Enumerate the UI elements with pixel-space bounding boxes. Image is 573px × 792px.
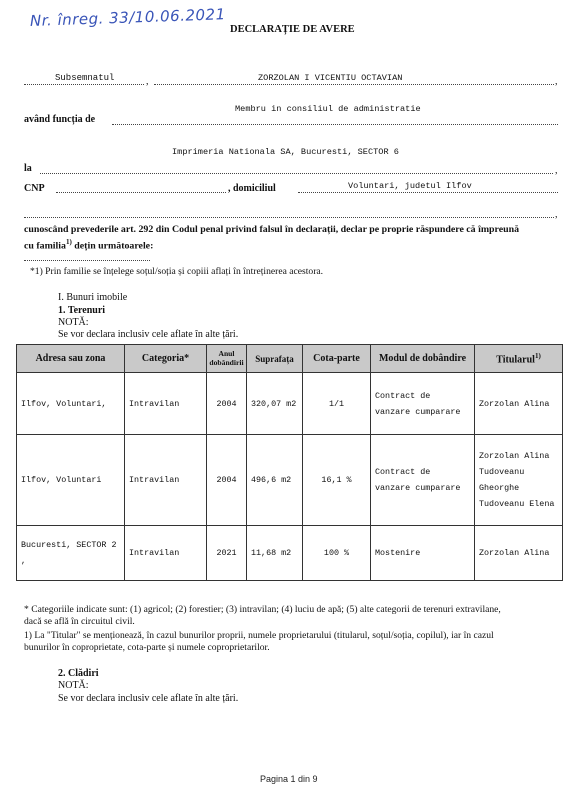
comma: , <box>555 76 558 87</box>
cell-suprafata: 11,68 m2 <box>247 526 303 581</box>
cell-adresa: Ilfov, Voluntari, <box>17 373 125 435</box>
col-header-adresa: Adresa sau zona <box>17 345 125 373</box>
cell-anul: 2004 <box>207 373 247 435</box>
comma: , <box>555 165 558 176</box>
cell-categoria: Intravilan <box>125 435 207 526</box>
cell-anul: 2004 <box>207 435 247 526</box>
statement-line-1: cunoscând prevederile art. 292 din Codul penal privind falsul în declarații, declar pe proprie răspundere că împreună <box>24 224 520 235</box>
nota-text: Se vor declara inclusiv cele aflate în alte țări. <box>58 329 239 340</box>
comma: , <box>555 209 558 220</box>
cell-anul: 2021 <box>207 526 247 581</box>
titular-note-line-2: bunurilor în coproprietate, cota-parte și numele coproprietarilor. <box>24 642 270 653</box>
page-number: Pagina 1 din 9 <box>260 774 318 784</box>
subsemnatul-label: Subsemnatul <box>55 73 115 83</box>
comma: , <box>146 76 149 87</box>
dotted-line <box>24 84 144 85</box>
cell-modul: Contract de vanzare cumparare <box>371 373 475 435</box>
functia-value: Membru in consiliul de administratie <box>235 104 421 114</box>
titularul-label: Titularul <box>496 354 535 366</box>
section-heading: I. Bunuri imobile <box>58 292 128 303</box>
la-label: la <box>24 163 32 174</box>
cell-suprafata: 496,6 m2 <box>247 435 303 526</box>
subsection-heading: 2. Clădiri <box>58 668 99 679</box>
cell-categoria: Intravilan <box>125 373 207 435</box>
cell-cota: 100 % <box>303 526 371 581</box>
nota-text: Se vor declara inclusiv cele aflate în alte țări. <box>58 693 239 704</box>
dotted-line <box>154 84 554 85</box>
cnp-label: CNP <box>24 183 45 194</box>
statement-line-2-suffix: dețin următoarele: <box>71 240 154 252</box>
handwritten-registration-number: Nr. înreg. 33/10.06.2021 <box>29 5 226 30</box>
cell-categoria: Intravilan <box>125 526 207 581</box>
categories-note-line-1: * Categoriile indicate sunt: (1) agricol; (2) forestier; (3) intravilan; (4) luciu de apă; (5) alte categorii de terenuri extravilane, <box>24 604 501 615</box>
domiciliul-label: , domiciliul <box>228 183 276 194</box>
nota-label: NOTĂ: <box>58 317 89 328</box>
footnote-marker: 1) <box>534 351 541 360</box>
cell-cota: 16,1 % <box>303 435 371 526</box>
cell-cota: 1/1 <box>303 373 371 435</box>
table-row <box>17 526 563 581</box>
cell-titularul: Zorzolan Alina <box>475 526 563 581</box>
table-row <box>17 373 563 435</box>
dotted-line <box>112 124 558 125</box>
cell-adresa: Bucuresti, SECTOR 2 , <box>17 526 125 581</box>
domiciliul-value: Voluntari, judetul Ilfov <box>348 181 472 191</box>
declarant-name: ZORZOLAN I VICENTIU OCTAVIAN <box>258 73 403 83</box>
cell-adresa: Ilfov, Voluntari <box>17 435 125 526</box>
cell-titularul: Zorzolan Alina Tudoveanu Gheorghe Tudoveanu Elena <box>475 435 563 526</box>
family-footnote: *1) Prin familie se înțelege soțul/soția și copiii aflați în întreținerea acestora. <box>30 266 324 277</box>
employer-value: Imprimeria Nationala SA, Bucuresti, SECTOR 6 <box>172 147 399 157</box>
nota-label: NOTĂ: <box>58 680 89 691</box>
col-header-cota: Cota-parte <box>303 345 371 373</box>
document-title: DECLARAȚIE DE AVERE <box>230 24 355 35</box>
table-row <box>17 435 563 526</box>
col-header-categoria: Categoria* <box>125 345 207 373</box>
statement-line-2-prefix: cu familia <box>24 240 66 252</box>
col-header-anul: Anul dobândirii <box>207 345 247 373</box>
titular-note-line-1: 1) La "Titular" se menționează, în cazul bunurilor proprii, numele proprietarului (titularul, soțul/soția, copilul), iar în cazul <box>24 630 494 641</box>
cell-modul: Contract de vanzare cumparare <box>371 435 475 526</box>
dotted-line <box>40 173 553 174</box>
col-header-suprafata: Suprafața <box>247 345 303 373</box>
cell-titularul: Zorzolan Alina <box>475 373 563 435</box>
col-header-modul: Modul de dobândire <box>371 345 475 373</box>
table-header-row <box>17 345 563 373</box>
dotted-line <box>298 192 558 193</box>
dotted-line <box>24 260 150 261</box>
cell-suprafata: 320,07 m2 <box>247 373 303 435</box>
subsection-heading: 1. Terenuri <box>58 305 106 316</box>
dotted-line <box>56 192 226 193</box>
footnote-marker: 1) <box>65 238 72 246</box>
col-header-titularul <box>475 345 563 373</box>
statement-line-2 <box>24 238 153 251</box>
dotted-line <box>24 217 554 218</box>
categories-note-line-2: dacă se află în circuitul civil. <box>24 616 135 627</box>
functia-label: având funcția de <box>24 114 96 125</box>
land-assets-table <box>16 344 563 581</box>
cell-modul: Mostenire <box>371 526 475 581</box>
